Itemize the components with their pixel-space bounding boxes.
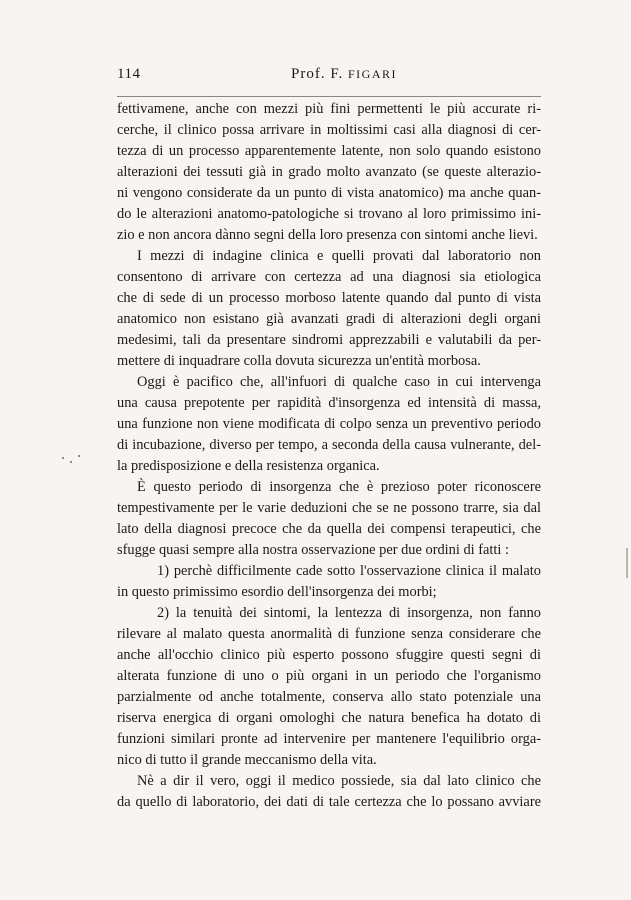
page-number: 114 bbox=[117, 66, 141, 82]
text-line: anche all'occhio clinico più esperto possono sfuggire questi segni di bbox=[117, 647, 541, 663]
text-line: I mezzi di indagine clinica e quelli provati dal laboratorio non bbox=[137, 248, 541, 264]
text-line: cerche, il clinico possa arrivare in moltissimi casi alla diagnosi di cer- bbox=[117, 122, 541, 138]
text-line: Nè a dir il vero, oggi il medico possiede, sia dal lato clinico che bbox=[137, 773, 541, 789]
text-line: nico di tutto il grande meccanismo della vita. bbox=[117, 752, 377, 768]
text-line: mettere di inquadrare colla dovuta sicurezza un'entità morbosa. bbox=[117, 353, 481, 369]
text-line: È questo periodo di insorgenza che è prezioso poter riconoscere bbox=[137, 479, 541, 495]
text-line: ni vengono considerate da un punto di vista anatomico) ma anche quan- bbox=[117, 185, 541, 201]
text-line: una funzione non viene modificata di colpo senza un preventivo periodo bbox=[117, 416, 541, 432]
text-line: in questo primissimo esordio dell'insorgenza dei morbi; bbox=[117, 584, 437, 600]
text-line: da quello di laboratorio, dei dati di tale certezza che lo possano avviare bbox=[117, 794, 541, 810]
scan-edge-mark bbox=[626, 548, 628, 578]
text-line: tezza di un processo apparentemente latente, non solo quando esistono bbox=[117, 143, 541, 159]
page-header bbox=[117, 66, 541, 90]
text-line: do le alterazioni anatomo-patologiche si trovano al loro primissimo ini- bbox=[117, 206, 541, 222]
text-line: alterazioni dei tessuti già in grado molto avanzato (se queste alterazio- bbox=[117, 164, 541, 180]
text-line: funzioni similari pronte ad intervenire per mantenere l'equilibrio orga- bbox=[117, 731, 541, 747]
paper-specks bbox=[62, 455, 82, 467]
text-line: riserva energica di organi omologhi che natura benefica ha dotato di bbox=[117, 710, 541, 726]
body-text bbox=[117, 99, 541, 813]
text-line: sfugge quasi sempre alla nostra osservazione per due ordini di fatti : bbox=[117, 542, 510, 558]
text-line: 1) perchè difficilmente cade sotto l'osservazione clinica il malato bbox=[157, 563, 541, 579]
text-line: medesimi, tali da presentare sindromi apprezzabili e valutabili da per- bbox=[117, 332, 541, 348]
running-head bbox=[291, 66, 397, 83]
author-name: FIGARI bbox=[347, 67, 397, 81]
text-line: fettivamene, anche con mezzi più fini permettenti le più accurate ri- bbox=[117, 101, 541, 117]
text-line: parzialmente od anche totalmente, conserva allo stato potenziale una bbox=[117, 689, 541, 705]
text-line: di incubazione, diverso per tempo, a seconda della causa vulnerante, del- bbox=[117, 437, 541, 453]
text-line: consentono di arrivare con certezza ad una diagnosi sia etiologica bbox=[117, 269, 541, 285]
text-line: rilevare al malato questa anormalità di funzione senza considerare che bbox=[117, 626, 541, 642]
text-line: che di sede di un processo morboso latente quando dal punto di vista bbox=[117, 290, 541, 306]
text-line: Oggi è pacifico che, all'infuori di qualche caso in cui intervenga bbox=[137, 374, 541, 390]
text-line: lato della diagnosi precoce che da quella dei compensi terapeutici, che bbox=[117, 521, 541, 537]
text-line: anatomico non esistano già avanzati gradi di alterazioni degli organi bbox=[117, 311, 541, 327]
author-prefix: Prof. F. bbox=[291, 66, 344, 82]
text-line: la predisposizione e della resistenza organica. bbox=[117, 458, 380, 474]
text-line: 2) la tenuità dei sintomi, la lentezza di insorgenza, non fanno bbox=[157, 605, 541, 621]
text-line: tempestivamente per le varie deduzioni che se ne possono trarre, sia dal bbox=[117, 500, 541, 516]
header-rule bbox=[117, 96, 541, 97]
text-line: una causa prepotente per rapidità d'insorgenza ed intensità di massa, bbox=[117, 395, 541, 411]
text-line: zio e non ancora dànno segni della loro presenza con sintomi anche lievi. bbox=[117, 227, 538, 243]
text-line: alterata funzione di uno o più organi in un periodo che l'organismo bbox=[117, 668, 541, 684]
